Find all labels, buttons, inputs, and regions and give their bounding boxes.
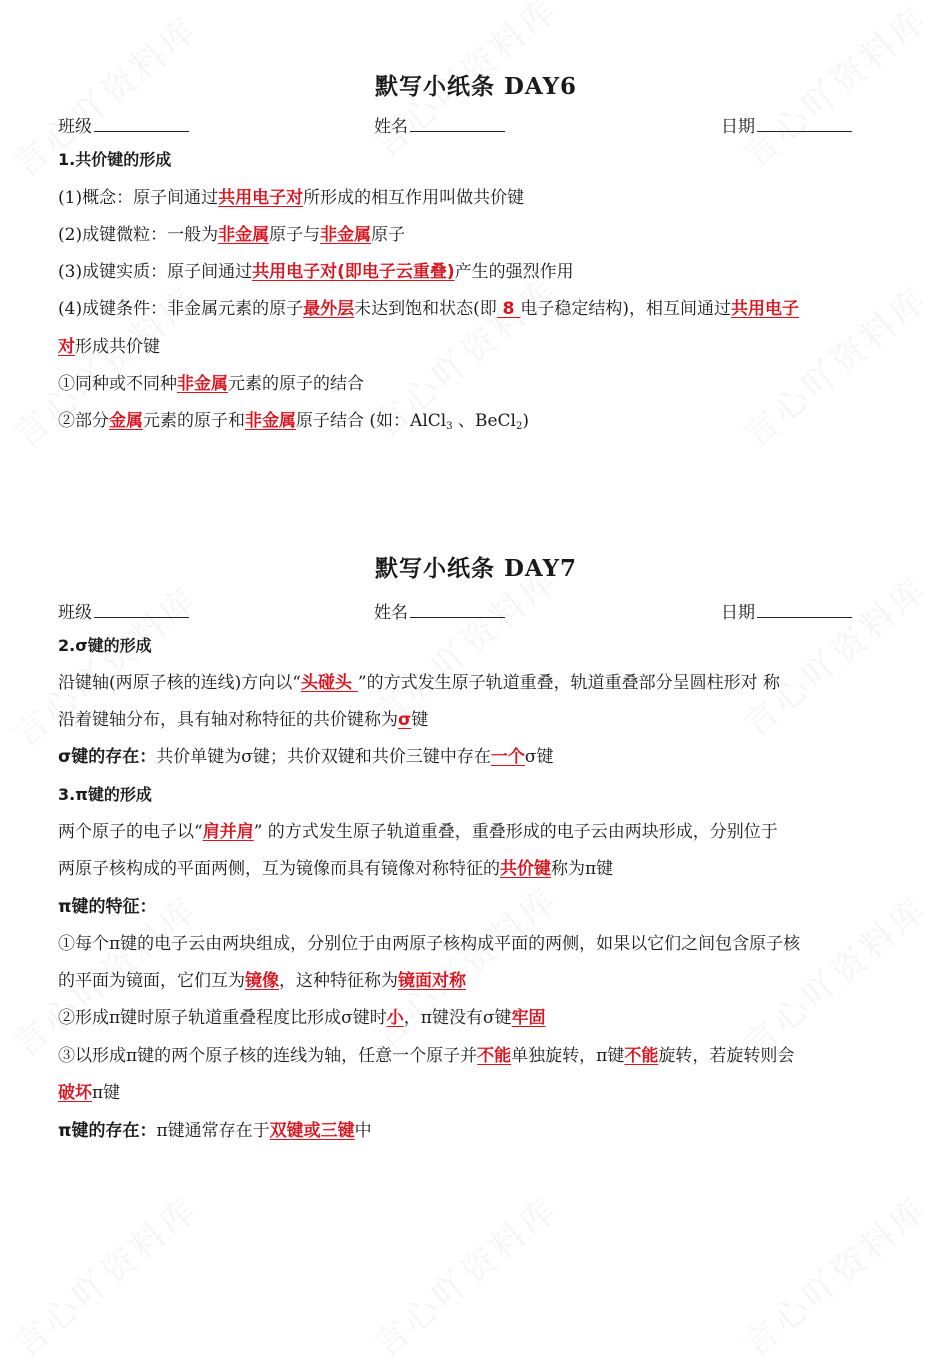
class-field[interactable] [58,112,189,137]
answer: 镜面对称 [398,971,466,991]
watermark [1,1182,207,1366]
class-blank[interactable] [94,115,189,132]
answer: 共用电子对(即电子云重叠) [252,262,455,282]
answer: 共价键 [500,859,551,879]
answer: 镜像 [245,971,279,991]
answer: 不能 [477,1046,512,1066]
answer: 牢固 [511,1008,546,1028]
date-blank[interactable] [757,115,852,132]
text-line: ①每个π键的电子云由两块组成，分别位于由两原子核构成平面的两侧，如果以它们之间包含原子核 [58,934,801,954]
text-line: 两原子核构成的平面两侧，互为镜像而具有镜像对称特征的共价键称为π键 [58,859,614,879]
subheading: π键的特征： [58,897,157,917]
date-field[interactable] [721,112,852,137]
answer: 不能 [624,1046,659,1066]
text-line: 对形成共价键 [58,337,160,357]
text-line: ②部分金属元素的原子和非金属原子结合 (如：AlCl$_3$ 、BeCl$_2$) [58,411,529,432]
answer: 对 [58,337,75,357]
date-label: 日期 [721,117,755,137]
section-heading: 2.σ键的形成 [58,636,152,655]
class-field[interactable] [58,598,189,623]
answer: 肩并肩 [202,822,254,842]
answer: 双键或三键 [269,1121,355,1141]
answer: 最外层 [303,299,355,319]
watermark [731,1182,937,1366]
answer: 非金属 [320,225,372,245]
text-line: ②形成π键时原子轨道重叠程度比形成σ键时小，π键没有σ键牢固 [58,1008,546,1028]
sheet-title-day7: 默写小纸条 DAY7 [374,555,578,582]
name-label: 姓名 [374,117,408,137]
answer: 共用电子 [731,299,800,319]
answer: 头碰头 [300,673,358,693]
text-line: 沿键轴(两原子核的连线)方向以“头碰头 ”的方式发生原子轨道重叠，轨道重叠部分呈圆柱形对 称 [58,673,780,693]
name-blank[interactable] [410,601,505,618]
class-blank[interactable] [94,601,189,618]
section-heading: 1.共价键的形成 [58,150,172,169]
text-line: ③以形成π键的两个原子核的连线为轴，任意一个原子并不能单独旋转，π键不能旋转，若旋转则会 [58,1046,795,1066]
answer: 一个 [490,747,525,767]
text-line: 破坏π键 [58,1083,121,1103]
text-line: (2)成键微粒：一般为非金属原子与非金属原子 [58,225,406,245]
text-line: (4)成键条件：非金属元素的原子最外层未达到饱和状态(即 8 电子稳定结构)，相互间通过共用电子 [58,299,800,319]
name-field[interactable] [374,112,505,137]
answer: 非金属 [177,374,228,394]
answer: σ [398,710,412,730]
name-label: 姓名 [374,603,408,623]
date-label: 日期 [721,603,755,623]
answer: 共用电子对 [218,188,304,208]
name-blank[interactable] [410,115,505,132]
date-field[interactable] [721,598,852,623]
watermark [361,1182,567,1366]
section-heading: 3.π键的形成 [58,785,152,804]
answer: 非金属 [245,411,296,431]
text-line: 的平面为镜面，它们互为镜像，这种特征称为镜面对称 [58,971,466,991]
answer: 金属 [109,411,143,431]
answer: 8 [496,299,521,319]
text-line: π键的存在：π键通常存在于双键或三键中 [58,1121,372,1141]
class-label: 班级 [58,603,92,623]
text-line: (1)概念：原子间通过共用电子对所形成的相互作用叫做共价键 [58,188,525,208]
sheet-title-day6: 默写小纸条 DAY6 [374,73,578,100]
text-line: ①同种或不同种非金属元素的原子的结合 [58,374,364,394]
answer: 破坏 [58,1083,92,1103]
text-line: σ键的存在：共价单键为σ键；共价双键和共价三键中存在一个σ键 [58,747,554,767]
answer: 小 [386,1008,404,1028]
text-line: (3)成键实质：原子间通过共用电子对(即电子云重叠)产生的强烈作用 [58,262,574,282]
text-line: 两个原子的电子以“肩并肩” 的方式发生原子轨道重叠，重叠形成的电子云由两块形成，分别位于 [58,822,778,842]
class-label: 班级 [58,117,92,137]
answer: 非金属 [218,225,270,245]
date-blank[interactable] [757,601,852,618]
text-line: 沿着键轴分布，具有轴对称特征的共价键称为σ键 [58,710,429,730]
name-field[interactable] [374,598,505,623]
